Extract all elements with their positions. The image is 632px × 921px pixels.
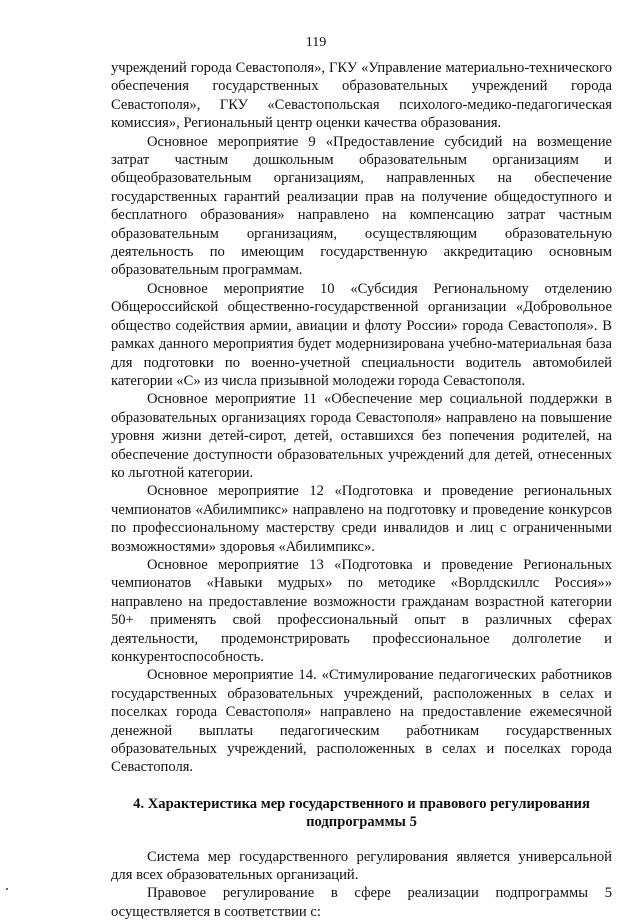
paragraph-state-regulation: Система мер государственного регулирования является универсальной для всех образовательных организаций. (111, 848, 612, 884)
paragraph-legal-regulation: Правовое регулирование в сфере реализации подпрограммы 5 осуществляется в соответствии с: (111, 885, 612, 920)
paragraph-measure-14: Основное мероприятие 14. «Стимулирование педагогических работников государственных образовательных учреждений, расположенных в селах и поселках города Севастополя» направлено на предоставление ежемесячной денежной выплаты педагогическим работникам государственных образовательных учреждений, расположенных в селах и поселках города Севастополя. (111, 667, 612, 776)
document-body (111, 59, 612, 921)
paragraph-measure-10: Основное мероприятие 10 «Субсидия Региональному отделению Общероссийской общественно-государственной организации «Добровольное общество содействия армии, авиации и флоту России» города Севастополя». В рамках данного мероприятия будет модернизирована учебно-материальная база для подготовки по военно-учетной специальности водитель автомобилей категории «С» из числа призывной молодежи города Севастополя. (111, 280, 612, 389)
paragraph-measure-13: Основное мероприятие 13 «Подготовка и проведение Региональных чемпионатов «Навыки мудрых» по методике «Ворлдскиллс Россия»» направлено на предоставление возможности гражданам возрастной категории 50+ применять свой профессиональный опыт в различных сферах деятельности, продемонстрировать профессиональное долголетие и конкурентоспособность. (111, 556, 612, 665)
section-heading-line-1: 4. Характеристика мер государственного и правового регулирования (133, 795, 590, 812)
page-number: 119 (305, 35, 327, 50)
paragraph-measure-9: Основное мероприятие 9 «Предоставление субсидий на возмещение затрат частным дошкольным образовательным организациям и общеобразовательным организациям, направленных на обеспечение государственных гарантий реализации прав на получение общедоступного и бесплатного образования» направлено на компенсацию затрат частным образовательным организациям, осуществляющим образовательную деятельность по имеющим государственную аккредитацию основным образовательным программам. (111, 133, 612, 279)
paragraph-measure-12: Основное мероприятие 12 «Подготовка и проведение региональных чемпионатов «Абилимпикс» направлено на подготовку и проведение конкурсов по профессиональному мастерству среди инвалидов и лиц с ограниченными возможностями» здоровья «Абилимпикс». (111, 483, 612, 555)
scan-speck (6, 888, 8, 890)
paragraph-continuation: учреждений города Севастополя», ГКУ «Управление материально-технического обеспечения государственных образовательных учреждений города Севастополя», ГКУ «Севастопольская психолого-медико-педагогическая комиссия», Региональный центр оценки качества образования. (111, 60, 612, 132)
paragraph-measure-11: Основное мероприятие 11 «Обеспечение мер социальной поддержки в образовательных организациях города Севастополя» направлено на повышение уровня жизни детей-сирот, детей, оставшихся без попечения родителей, на обеспечение доступности образовательных учреждений для детей, отнесенных ко льготной категории. (111, 391, 612, 481)
section-heading-line-2: подпрограммы 5 (306, 814, 417, 831)
section-heading (111, 795, 612, 832)
